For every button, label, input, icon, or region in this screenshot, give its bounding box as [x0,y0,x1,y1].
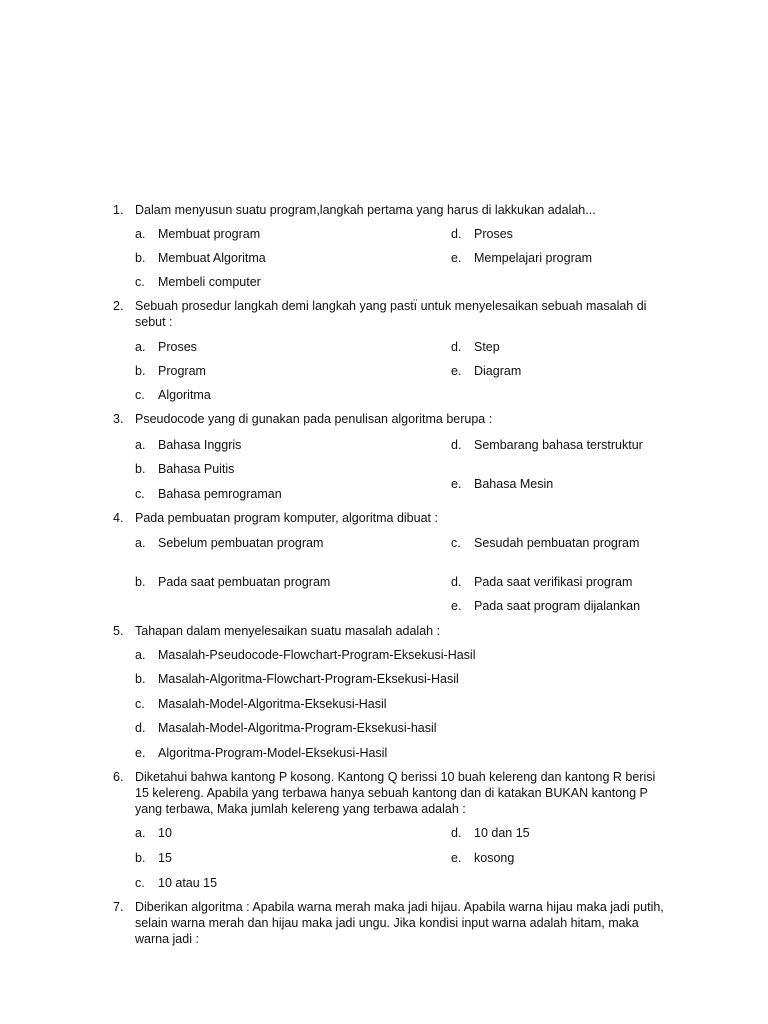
option-5a [135,647,475,663]
option-text: 15 [158,851,172,865]
option-1e [451,250,592,266]
option-text: Membuat program [158,227,261,241]
question-number: 2. [113,299,124,313]
option-text: Algoritma-Program-Model-Eksekusi-Hasil [158,746,388,760]
option-1c [135,274,261,290]
option-text: Diagram [474,364,522,378]
option-letter: e. [135,746,146,760]
option-1d [451,226,513,242]
option-letter: d. [451,227,462,241]
option-4e [451,598,640,614]
option-letter: a. [135,536,146,550]
option-letter: b. [135,575,146,589]
option-2e [451,363,521,379]
option-letter: a. [135,826,146,840]
question-1 [113,202,668,218]
option-letter: b. [135,672,146,686]
option-letter: e. [451,364,462,378]
option-4c [451,535,639,551]
question-text: Sebuah prosedur langkah demi langkah yang pastı̈ untuk menyelesaikan sebuah masalah di sebut : [135,299,647,329]
option-3b [135,461,234,477]
option-6c [135,875,217,891]
question-number: 4. [113,511,124,525]
question-3 [113,411,668,427]
option-letter: e. [451,477,462,491]
question-2 [113,298,668,330]
option-letter: c. [135,487,145,501]
option-text: Bahasa pemrograman [158,487,282,501]
option-3c [135,486,282,502]
option-3a [135,437,241,453]
option-letter: c. [135,697,145,711]
option-text: Pada saat program dijalankan [474,599,641,613]
option-letter: b. [135,364,146,378]
option-text: Sebelum pembuatan program [158,536,324,550]
question-7 [113,899,668,947]
option-text: 10 [158,826,172,840]
option-text: Pada saat pembuatan program [158,575,331,589]
option-letter: c. [135,876,145,890]
option-5e [135,745,387,761]
option-1a [135,226,260,242]
option-letter: c. [135,388,145,402]
option-letter: d. [135,721,146,735]
option-text: kosong [474,851,515,865]
option-text: Bahasa Inggris [158,438,242,452]
option-text: Step [474,340,500,354]
option-text: Masalah-Model-Algoritma-Program-Eksekusi-hasil [158,721,437,735]
option-letter: c. [135,275,145,289]
option-1b [135,250,266,266]
question-text: Diketahui bahwa kantong P kosong. Kantong Q berissi 10 buah kelereng dan kantong R berisi 15 kelereng. Apabila yang terbawa hanya sebuah kantong dan di katakan BUKAN kantong P yang terbawa, Maka jumlah kelereng yang terbawa adalah : [135,770,656,816]
option-letter: d. [451,575,462,589]
option-letter: b. [135,251,146,265]
question-text: Pada pembuatan program komputer, algoritma dibuat : [135,511,438,525]
option-4b [135,574,330,590]
option-text: 10 atau 15 [158,876,218,890]
option-letter: a. [135,227,146,241]
option-2d [451,339,500,355]
option-5c [135,696,387,712]
question-number: 5. [113,624,124,638]
option-letter: a. [135,340,146,354]
option-text: Algoritma [158,388,211,402]
option-5b [135,671,459,687]
option-4d [451,574,632,590]
option-letter: d. [451,826,462,840]
option-text: Bahasa Puitis [158,462,235,476]
option-2c [135,387,211,403]
option-letter: c. [451,536,461,550]
option-text: Masalah-Model-Algoritma-Eksekusi-Hasil [158,697,387,711]
option-6b [135,850,172,866]
option-text: Membeli computer [158,275,261,289]
question-number: 3. [113,412,124,426]
question-number: 1. [113,203,124,217]
option-6d [451,825,530,841]
option-text: Masalah-Pseudocode-Flowchart-Program-Eksekusi-Hasil [158,648,476,662]
question-text: Diberikan algoritma : Apabila warna merah maka jadi hijau. Apabila warna hijau maka jadi putih, selain warna merah dan hijau maka jadi ungu. Jika kondisi input warna adalah hitam, maka warna jadi : [135,900,664,946]
option-letter: e. [451,251,462,265]
option-letter: d. [451,438,462,452]
option-5d [135,720,437,736]
question-text: Dalam menyusun suatu program,langkah pertama yang harus di lakkukan adalah... [135,203,596,217]
question-number: 7. [113,900,124,914]
option-text: Sembarang bahasa terstruktur [474,438,643,452]
option-text: Mempelajari program [474,251,593,265]
option-3e [451,476,553,492]
option-letter: a. [135,438,146,452]
question-5 [113,623,668,639]
question-number: 6. [113,770,124,784]
option-6e [451,850,514,866]
option-letter: e. [451,599,462,613]
option-2b [135,363,206,379]
option-3d [451,437,643,453]
option-text: Masalah-Algoritma-Flowchart-Program-Eksekusi-Hasil [158,672,459,686]
option-text: Bahasa Mesin [474,477,554,491]
option-text: Pada saat verifikasi program [474,575,633,589]
question-text: Pseudocode yang di gunakan pada penulisan algoritma berupa : [135,412,493,426]
option-text: Membuat Algoritma [158,251,266,265]
option-text: Sesudah pembuatan program [474,536,640,550]
option-letter: b. [135,851,146,865]
option-text: Program [158,364,206,378]
option-2a [135,339,197,355]
option-letter: e. [451,851,462,865]
option-letter: b. [135,462,146,476]
option-text: Proses [158,340,197,354]
question-4 [113,510,668,526]
question-text: Tahapan dalam menyelesaikan suatu masalah adalah : [135,624,441,638]
option-text: 10 dan 15 [474,826,530,840]
option-text: Proses [474,227,513,241]
option-6a [135,825,172,841]
option-4a [135,535,323,551]
question-6 [113,769,668,817]
option-letter: d. [451,340,462,354]
option-letter: a. [135,648,146,662]
